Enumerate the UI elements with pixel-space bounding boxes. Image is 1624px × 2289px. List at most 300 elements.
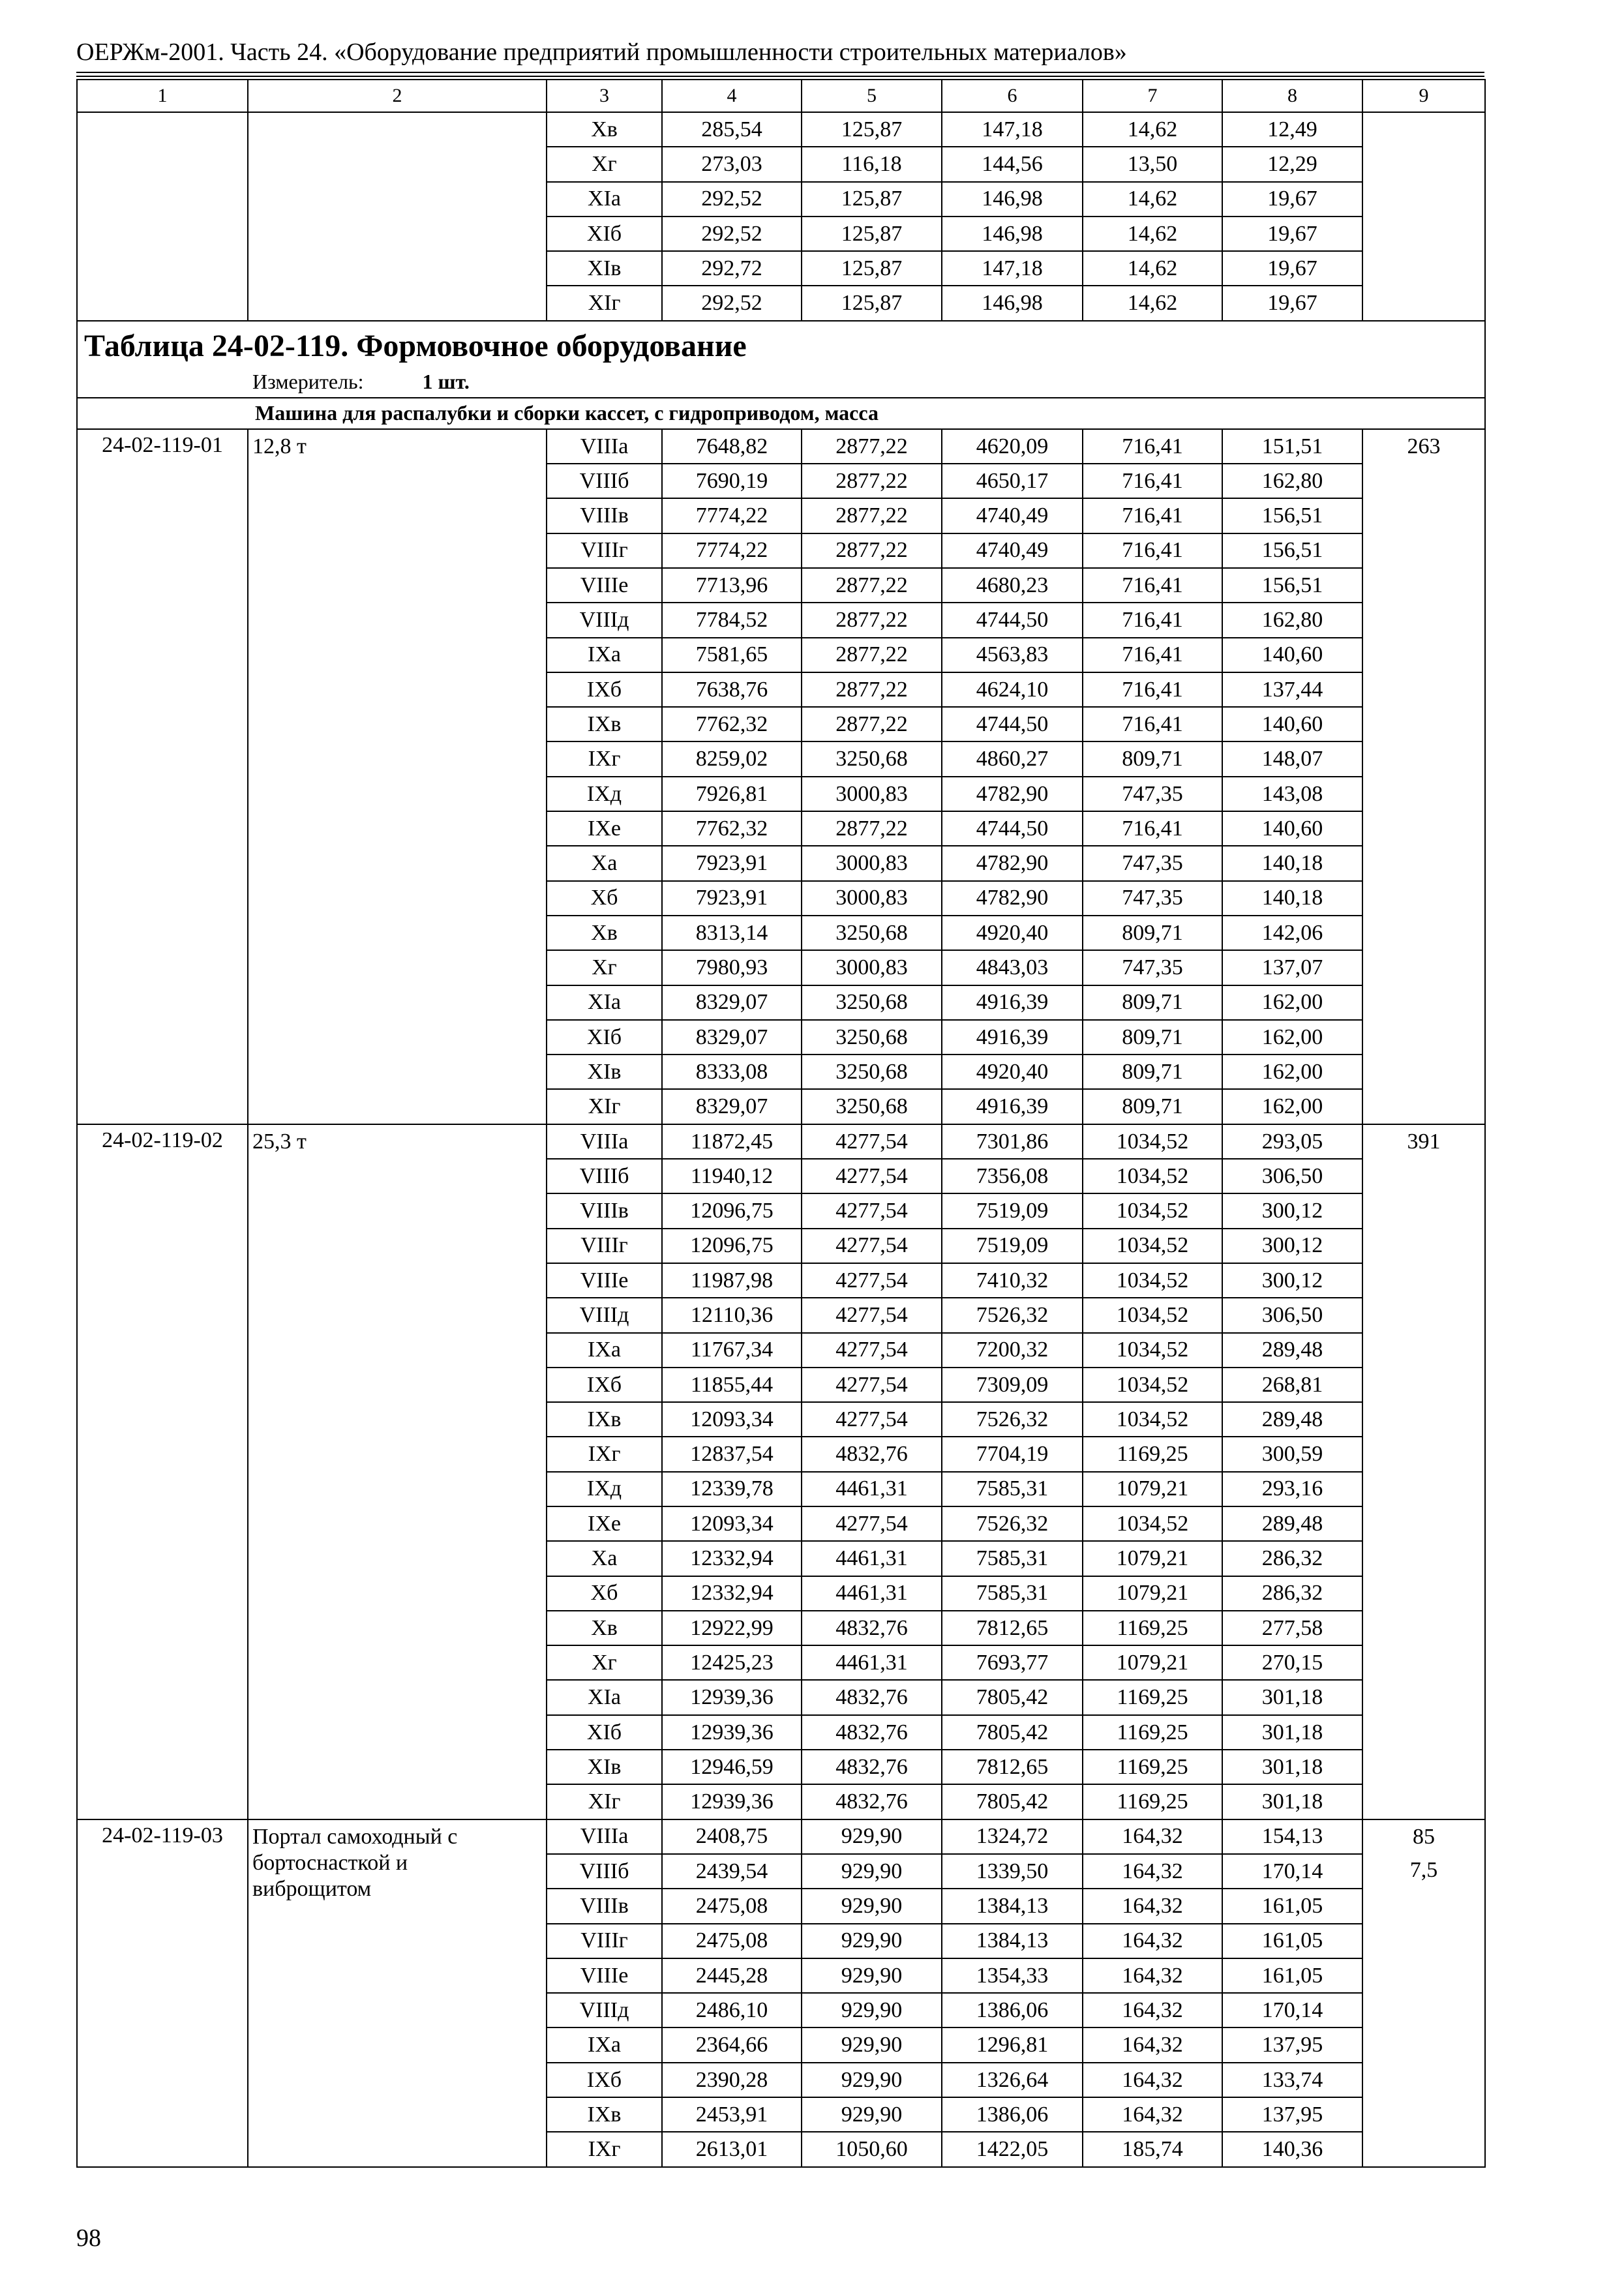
page-number: 98 — [76, 2224, 101, 2252]
value-cell: 7526,32 — [942, 1402, 1083, 1437]
value-cell: 137,44 — [1222, 672, 1362, 707]
value-cell: 716,41 — [1083, 533, 1222, 568]
value-cell: 1324,72 — [942, 1819, 1083, 1854]
value-cell: 1326,64 — [942, 2063, 1083, 2097]
value-cell: 300,12 — [1222, 1229, 1362, 1263]
value-cell: 292,52 — [662, 286, 802, 320]
zone-cell: Хг — [547, 950, 662, 985]
zone-cell: IXб — [547, 1368, 662, 1402]
table-row — [77, 1819, 1485, 1854]
value-cell: 293,16 — [1222, 1472, 1362, 1506]
value-cell: 809,71 — [1083, 985, 1222, 1020]
zone-cell: XIв — [547, 1055, 662, 1089]
value-cell: 164,32 — [1083, 2063, 1222, 2097]
value-cell: 1079,21 — [1083, 1472, 1222, 1506]
value-cell: 164,32 — [1083, 1958, 1222, 1993]
mass-value: 263 — [1407, 434, 1441, 458]
value-cell: 292,52 — [662, 182, 802, 217]
rate-name — [248, 1819, 547, 2167]
value-cell: 306,50 — [1222, 1159, 1362, 1193]
column-number: 9 — [1362, 80, 1485, 112]
table-title-cell — [77, 321, 1485, 398]
zone-cell: XIб — [547, 1715, 662, 1750]
value-cell: 716,41 — [1083, 429, 1222, 464]
value-cell: 747,35 — [1083, 950, 1222, 985]
value-cell: 11872,45 — [662, 1124, 802, 1159]
rate-name-line: 25,3 т — [252, 1129, 307, 1154]
value-cell: 1169,25 — [1083, 1715, 1222, 1750]
zone-cell: IXв — [547, 2097, 662, 2132]
zone-cell: XIб — [547, 1020, 662, 1055]
zone-cell: IXд — [547, 1472, 662, 1506]
zone-cell: IXе — [547, 811, 662, 846]
zone-cell: XIа — [547, 985, 662, 1020]
value-cell: 8329,07 — [662, 1089, 802, 1124]
zone-cell: XIа — [547, 1680, 662, 1714]
value-cell: 8329,07 — [662, 1020, 802, 1055]
value-cell: 133,74 — [1222, 2063, 1362, 2097]
value-cell: 929,90 — [802, 1958, 942, 1993]
value-cell: 747,35 — [1083, 881, 1222, 916]
value-cell: 809,71 — [1083, 1089, 1222, 1124]
value-cell: 4277,54 — [802, 1368, 942, 1402]
table-title-row — [77, 321, 1485, 398]
value-cell: 7410,32 — [942, 1263, 1083, 1298]
zone-cell: IXв — [547, 1402, 662, 1437]
value-cell: 4740,49 — [942, 533, 1083, 568]
value-cell: 164,32 — [1083, 1993, 1222, 2027]
value-cell: 2877,22 — [802, 672, 942, 707]
value-cell: 7812,65 — [942, 1611, 1083, 1645]
value-cell: 4782,90 — [942, 777, 1083, 811]
value-cell: 162,00 — [1222, 1055, 1362, 1089]
rate-name-line: виброщитом — [252, 1876, 372, 1901]
value-cell: 12339,78 — [662, 1472, 802, 1506]
value-cell: 7805,42 — [942, 1715, 1083, 1750]
value-cell: 12096,75 — [662, 1193, 802, 1228]
value-cell: 1034,52 — [1083, 1159, 1222, 1193]
value-cell: 4650,17 — [942, 464, 1083, 498]
value-cell: 4744,50 — [942, 811, 1083, 846]
value-cell: 11940,12 — [662, 1159, 802, 1193]
value-cell: 301,18 — [1222, 1680, 1362, 1714]
value-cell: 1354,33 — [942, 1958, 1083, 1993]
value-cell: 1384,13 — [942, 1924, 1083, 1958]
rate-name-line: бортоснасткой и — [252, 1850, 408, 1875]
value-cell: 301,18 — [1222, 1750, 1362, 1784]
rate-code: 24-02-119-03 — [77, 1819, 248, 2167]
value-cell: 137,95 — [1222, 2027, 1362, 2062]
value-cell: 929,90 — [802, 2097, 942, 2132]
zone-cell: IXг — [547, 2132, 662, 2166]
value-cell: 292,72 — [662, 251, 802, 286]
value-cell: 162,00 — [1222, 1089, 1362, 1124]
value-cell: 148,07 — [1222, 741, 1362, 776]
value-cell: 4461,31 — [802, 1645, 942, 1680]
value-cell: 3250,68 — [802, 916, 942, 950]
value-cell: 1034,52 — [1083, 1333, 1222, 1368]
value-cell: 4461,31 — [802, 1472, 942, 1506]
value-cell: 4843,03 — [942, 950, 1083, 985]
meter-line — [84, 366, 1479, 397]
zone-cell: Хб — [547, 881, 662, 916]
value-cell: 809,71 — [1083, 1055, 1222, 1089]
value-cell: 300,12 — [1222, 1193, 1362, 1228]
rate-name — [248, 1124, 547, 1819]
rate-name-line: Портал самоходный с — [252, 1824, 458, 1849]
value-cell: 1034,52 — [1083, 1263, 1222, 1298]
value-cell: 170,14 — [1222, 1993, 1362, 2027]
value-cell: 12096,75 — [662, 1229, 802, 1263]
value-cell: 4782,90 — [942, 881, 1083, 916]
value-cell: 4920,40 — [942, 1055, 1083, 1089]
value-cell: 137,07 — [1222, 950, 1362, 985]
value-cell: 19,67 — [1222, 217, 1362, 251]
value-cell: 1079,21 — [1083, 1541, 1222, 1576]
value-cell: 1296,81 — [942, 2027, 1083, 2062]
value-cell: 1034,52 — [1083, 1229, 1222, 1263]
value-cell: 1034,52 — [1083, 1193, 1222, 1228]
value-cell: 286,32 — [1222, 1576, 1362, 1611]
value-cell: 7526,32 — [942, 1298, 1083, 1332]
column-number: 4 — [662, 80, 802, 112]
value-cell: 8259,02 — [662, 741, 802, 776]
value-cell: 13,50 — [1083, 147, 1222, 181]
value-cell: 4277,54 — [802, 1229, 942, 1263]
value-cell: 4916,39 — [942, 985, 1083, 1020]
zone-cell: XIа — [547, 182, 662, 217]
value-cell: 929,90 — [802, 1924, 942, 1958]
mass-value: 7,5 — [1409, 1857, 1438, 1882]
value-cell: 292,52 — [662, 217, 802, 251]
table-row — [77, 429, 1485, 464]
value-cell: 12946,59 — [662, 1750, 802, 1784]
value-cell: 2877,22 — [802, 568, 942, 603]
value-cell: 161,05 — [1222, 1958, 1362, 1993]
value-cell: 7923,91 — [662, 881, 802, 916]
value-cell: 4832,76 — [802, 1750, 942, 1784]
value-cell: 11855,44 — [662, 1368, 802, 1402]
value-cell: 2877,22 — [802, 533, 942, 568]
zone-cell: VIIIе — [547, 568, 662, 603]
value-cell: 809,71 — [1083, 916, 1222, 950]
column-number: 5 — [802, 80, 942, 112]
value-cell: 268,81 — [1222, 1368, 1362, 1402]
value-cell: 1169,25 — [1083, 1611, 1222, 1645]
value-cell: 929,90 — [802, 1889, 942, 1923]
value-cell: 2445,28 — [662, 1958, 802, 1993]
value-cell: 4277,54 — [802, 1124, 942, 1159]
zone-cell: VIIIг — [547, 1229, 662, 1263]
value-cell: 7762,32 — [662, 707, 802, 741]
value-cell: 1034,52 — [1083, 1402, 1222, 1437]
value-cell: 300,12 — [1222, 1263, 1362, 1298]
subtitle-row — [77, 398, 1485, 429]
zone-cell: XIв — [547, 1750, 662, 1784]
value-cell: 19,67 — [1222, 286, 1362, 320]
value-cell: 161,05 — [1222, 1889, 1362, 1923]
value-cell: 14,62 — [1083, 251, 1222, 286]
rate-code: 24-02-119-02 — [77, 1124, 248, 1819]
value-cell: 7774,22 — [662, 533, 802, 568]
value-cell: 3250,68 — [802, 985, 942, 1020]
value-cell: 716,41 — [1083, 568, 1222, 603]
rate-name-line: 12,8 т — [252, 434, 307, 458]
value-cell: 164,32 — [1083, 1819, 1222, 1854]
zone-cell: Хв — [547, 916, 662, 950]
value-cell: 2475,08 — [662, 1889, 802, 1923]
value-cell: 7704,19 — [942, 1437, 1083, 1471]
value-cell: 8333,08 — [662, 1055, 802, 1089]
zone-cell: IXб — [547, 672, 662, 707]
value-cell: 125,87 — [802, 182, 942, 217]
value-cell: 1169,25 — [1083, 1784, 1222, 1819]
value-cell: 7309,09 — [942, 1368, 1083, 1402]
value-cell: 7301,86 — [942, 1124, 1083, 1159]
value-cell: 14,62 — [1083, 112, 1222, 147]
zone-cell: IXд — [547, 777, 662, 811]
value-cell: 162,00 — [1222, 985, 1362, 1020]
value-cell: 156,51 — [1222, 498, 1362, 533]
value-cell: 14,62 — [1083, 182, 1222, 217]
value-cell: 12922,99 — [662, 1611, 802, 1645]
value-cell: 285,54 — [662, 112, 802, 147]
column-number: 6 — [942, 80, 1083, 112]
value-cell: 8313,14 — [662, 916, 802, 950]
value-cell: 4744,50 — [942, 707, 1083, 741]
value-cell: 4782,90 — [942, 846, 1083, 880]
value-cell: 716,41 — [1083, 638, 1222, 672]
value-cell: 140,60 — [1222, 707, 1362, 741]
value-cell: 4277,54 — [802, 1263, 942, 1298]
value-cell: 1422,05 — [942, 2132, 1083, 2166]
value-cell: 1169,25 — [1083, 1750, 1222, 1784]
value-cell: 1079,21 — [1083, 1645, 1222, 1680]
value-cell: 1169,25 — [1083, 1680, 1222, 1714]
meter-label: Измеритель: — [252, 369, 364, 393]
value-cell: 146,98 — [942, 182, 1083, 217]
value-cell: 7923,91 — [662, 846, 802, 880]
value-cell: 289,48 — [1222, 1333, 1362, 1368]
value-cell: 4277,54 — [802, 1298, 942, 1332]
column-number: 3 — [547, 80, 662, 112]
value-cell: 12093,34 — [662, 1402, 802, 1437]
value-cell: 1386,06 — [942, 1993, 1083, 2027]
value-cell: 161,05 — [1222, 1924, 1362, 1958]
value-cell: 7690,19 — [662, 464, 802, 498]
value-cell: 3250,68 — [802, 1055, 942, 1089]
value-cell: 7526,32 — [942, 1506, 1083, 1541]
zone-cell: IXе — [547, 1506, 662, 1541]
value-cell: 7926,81 — [662, 777, 802, 811]
value-cell: 4277,54 — [802, 1159, 942, 1193]
zone-cell: IXг — [547, 741, 662, 776]
value-cell: 140,36 — [1222, 2132, 1362, 2166]
value-cell: 4916,39 — [942, 1020, 1083, 1055]
value-cell: 7585,31 — [942, 1576, 1083, 1611]
value-cell: 12425,23 — [662, 1645, 802, 1680]
value-cell: 4832,76 — [802, 1784, 942, 1819]
zone-cell: VIIIа — [547, 1819, 662, 1854]
value-cell: 7585,31 — [942, 1541, 1083, 1576]
value-cell: 4563,83 — [942, 638, 1083, 672]
mass-value: 391 — [1407, 1129, 1441, 1154]
value-cell: 7585,31 — [942, 1472, 1083, 1506]
zone-cell: VIIIв — [547, 1889, 662, 1923]
zone-cell: IXа — [547, 2027, 662, 2062]
value-cell: 1386,06 — [942, 2097, 1083, 2132]
value-cell: 3000,83 — [802, 777, 942, 811]
value-cell: 156,51 — [1222, 568, 1362, 603]
zone-cell: Хв — [547, 112, 662, 147]
value-cell: 11767,34 — [662, 1333, 802, 1368]
column-number: 1 — [77, 80, 248, 112]
value-cell: 137,95 — [1222, 2097, 1362, 2132]
header-rule — [76, 72, 1484, 73]
column-number: 8 — [1222, 80, 1362, 112]
mass-cell — [1362, 1819, 1485, 2167]
value-cell: 3000,83 — [802, 881, 942, 916]
zone-cell: XIг — [547, 1089, 662, 1124]
value-cell: 8329,07 — [662, 985, 802, 1020]
value-cell: 3250,68 — [802, 1089, 942, 1124]
value-cell: 14,62 — [1083, 217, 1222, 251]
table-subtitle: Машина для распалубки и сборки кассет, с гидроприводом, масса — [77, 398, 1485, 429]
mass-cell — [1362, 1124, 1485, 1819]
value-cell: 162,00 — [1222, 1020, 1362, 1055]
value-cell: 12939,36 — [662, 1680, 802, 1714]
zone-cell: VIIIб — [547, 1159, 662, 1193]
value-cell: 164,32 — [1083, 1854, 1222, 1889]
value-cell: 2439,54 — [662, 1854, 802, 1889]
value-cell: 144,56 — [942, 147, 1083, 181]
value-cell: 286,32 — [1222, 1541, 1362, 1576]
value-cell: 2877,22 — [802, 464, 942, 498]
zone-cell: VIIIа — [547, 429, 662, 464]
value-cell: 140,18 — [1222, 881, 1362, 916]
value-cell: 164,32 — [1083, 2097, 1222, 2132]
table-row — [77, 112, 1485, 147]
zone-cell: IXа — [547, 1333, 662, 1368]
value-cell: 2877,22 — [802, 638, 942, 672]
value-cell: 170,14 — [1222, 1854, 1362, 1889]
mass-cell — [1362, 429, 1485, 1124]
value-cell: 11987,98 — [662, 1263, 802, 1298]
value-cell: 929,90 — [802, 1993, 942, 2027]
value-cell: 7980,93 — [662, 950, 802, 985]
value-cell: 929,90 — [802, 2063, 942, 2097]
value-cell: 12939,36 — [662, 1715, 802, 1750]
value-cell: 301,18 — [1222, 1784, 1362, 1819]
value-cell: 929,90 — [802, 1819, 942, 1854]
value-cell: 929,90 — [802, 2027, 942, 2062]
value-cell: 7805,42 — [942, 1680, 1083, 1714]
name-cell — [248, 112, 547, 321]
value-cell: 301,18 — [1222, 1715, 1362, 1750]
value-cell: 270,15 — [1222, 1645, 1362, 1680]
value-cell: 1034,52 — [1083, 1368, 1222, 1402]
value-cell: 2364,66 — [662, 2027, 802, 2062]
value-cell: 1384,13 — [942, 1889, 1083, 1923]
value-cell: 716,41 — [1083, 498, 1222, 533]
value-cell: 12939,36 — [662, 1784, 802, 1819]
value-cell: 809,71 — [1083, 1020, 1222, 1055]
zone-cell: VIIIе — [547, 1958, 662, 1993]
value-cell: 7784,52 — [662, 603, 802, 637]
table-row — [77, 1124, 1485, 1159]
zone-cell: Ха — [547, 846, 662, 880]
zone-cell: XIг — [547, 1784, 662, 1819]
value-cell: 125,87 — [802, 251, 942, 286]
value-cell: 14,62 — [1083, 286, 1222, 320]
value-cell: 143,08 — [1222, 777, 1362, 811]
zone-cell: VIIIг — [547, 1924, 662, 1958]
value-cell: 154,13 — [1222, 1819, 1362, 1854]
value-cell: 1169,25 — [1083, 1437, 1222, 1471]
zone-cell: VIIIд — [547, 1993, 662, 2027]
value-cell: 142,06 — [1222, 916, 1362, 950]
value-cell: 2475,08 — [662, 1924, 802, 1958]
value-cell: 12837,54 — [662, 1437, 802, 1471]
value-cell: 273,03 — [662, 147, 802, 181]
value-cell: 7774,22 — [662, 498, 802, 533]
value-cell: 4860,27 — [942, 741, 1083, 776]
value-cell: 4920,40 — [942, 916, 1083, 950]
table-title: Таблица 24-02-119. Формовочное оборудование — [84, 328, 747, 363]
value-cell: 12110,36 — [662, 1298, 802, 1332]
value-cell: 4680,23 — [942, 568, 1083, 603]
value-cell: 4620,09 — [942, 429, 1083, 464]
zone-cell: VIIIа — [547, 1124, 662, 1159]
value-cell: 809,71 — [1083, 741, 1222, 776]
value-cell: 2486,10 — [662, 1993, 802, 2027]
page-header: ОЕРЖм-2001. Часть 24. «Оборудование предприятий промышленности строительных материалов» — [76, 38, 1127, 66]
value-cell: 2408,75 — [662, 1819, 802, 1854]
value-cell: 2877,22 — [802, 429, 942, 464]
value-cell: 2877,22 — [802, 707, 942, 741]
value-cell: 140,18 — [1222, 846, 1362, 880]
value-cell: 293,05 — [1222, 1124, 1362, 1159]
value-cell: 12,29 — [1222, 147, 1362, 181]
value-cell: 19,67 — [1222, 251, 1362, 286]
value-cell: 747,35 — [1083, 777, 1222, 811]
value-cell: 3000,83 — [802, 846, 942, 880]
value-cell: 1079,21 — [1083, 1576, 1222, 1611]
column-number: 7 — [1083, 80, 1222, 112]
value-cell: 2877,22 — [802, 603, 942, 637]
zone-cell: XIб — [547, 217, 662, 251]
value-cell: 7693,77 — [942, 1645, 1083, 1680]
value-cell: 4832,76 — [802, 1680, 942, 1714]
zone-cell: VIIIд — [547, 603, 662, 637]
value-cell: 1339,50 — [942, 1854, 1083, 1889]
value-cell: 164,32 — [1083, 1889, 1222, 1923]
zone-cell: IXг — [547, 1437, 662, 1471]
value-cell: 147,18 — [942, 251, 1083, 286]
value-cell: 151,51 — [1222, 429, 1362, 464]
zone-cell: Хг — [547, 1645, 662, 1680]
value-cell: 140,60 — [1222, 638, 1362, 672]
value-cell: 162,80 — [1222, 464, 1362, 498]
value-cell: 7762,32 — [662, 811, 802, 846]
value-cell: 1034,52 — [1083, 1506, 1222, 1541]
value-cell: 1034,52 — [1083, 1124, 1222, 1159]
value-cell: 4277,54 — [802, 1506, 942, 1541]
rate-code: 24-02-119-01 — [77, 429, 248, 1124]
value-cell: 1034,52 — [1083, 1298, 1222, 1332]
value-cell: 12332,94 — [662, 1541, 802, 1576]
value-cell: 716,41 — [1083, 811, 1222, 846]
